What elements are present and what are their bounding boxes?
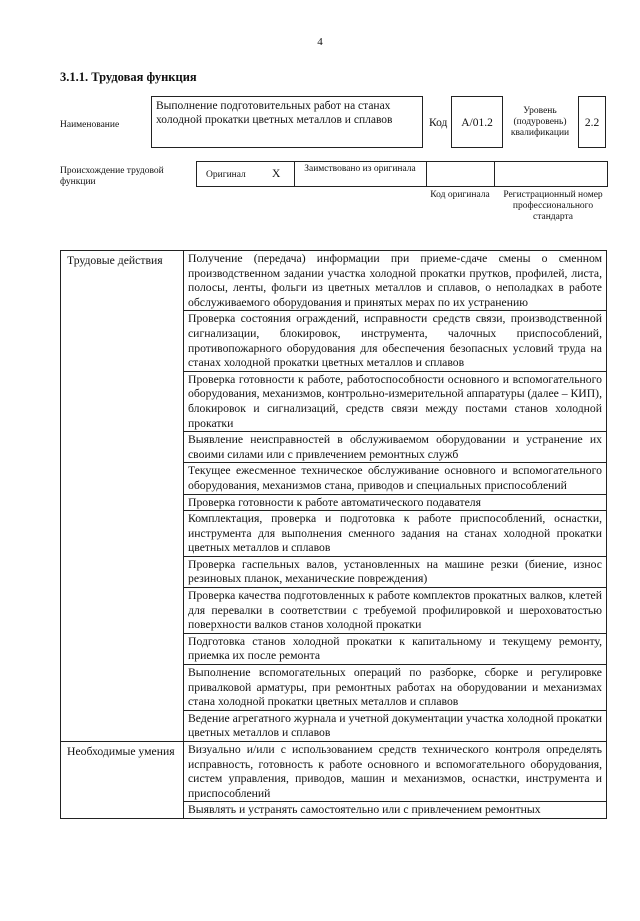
original-mark: X	[272, 168, 281, 180]
skills-label: Необходимые умения	[61, 742, 184, 819]
origin-label: Происхождение трудовой функции	[60, 166, 164, 187]
function-name-box	[151, 96, 423, 148]
code-original-label: Код оригинала	[430, 190, 490, 200]
labor-action-item: Выполнение вспомогательных операций по разборке, сборке и регулировке привалковой арматуры, при ремонтных работах на оборудовании и механизмах стана холодной прокатки цветных металлов и сплавов	[184, 665, 607, 711]
functions-table	[60, 250, 607, 819]
function-code: A/01.2	[461, 117, 493, 129]
labor-action-item: Проверка гаспельных валов, установленных на машине резки (биение, износ резиновых планок, механические повреждения)	[184, 556, 607, 587]
labor-action-item: Проверка состояния ограждений, исправности средств связи, производственной сигнализации, блокировок, инструмента, чалочных приспособлений, противопожарного оборудования для обеспечения безопасных условий труда на станах холодной прокатки цветных металлов и сплавов	[184, 311, 607, 371]
original-label: Оригинал	[206, 170, 246, 180]
name-label: Наименование	[60, 120, 120, 130]
labor-actions-label: Трудовые действия	[61, 251, 184, 742]
origin-divider	[494, 161, 495, 187]
labor-action-item: Получение (передача) информации при приеме-сдаче смены о сменном производственном задании участка холодной прокатки прутков, профилей, листа, полосы, ленты, фольги из цветных металлов и сплавов, о неполадках в работе обслуживаемого оборудования и принятых мерах по их устранению	[184, 251, 607, 311]
code-label: Код	[429, 117, 448, 129]
reg-number-label: Регистрационный номер профессионального стандарта	[503, 190, 603, 222]
level-label: Уровень (подуровень) квалификации	[510, 106, 570, 138]
page-number: 4	[317, 36, 323, 48]
labor-action-item: Ведение агрегатного журнала и учетной документации участка холодной прокатки цветных металлов и сплавов	[184, 710, 607, 741]
skill-item: Визуально и/или с использованием средств технического контроля определять исправность, готовность к работе основного и вспомогательного оборудования, систем управления, приводов, машин и механизмов, оснастки, инструмента и приспособлений	[184, 742, 607, 802]
labor-action-item: Проверка качества подготовленных к работе комплектов прокатных валков, клетей для перевалки в соответствии с требуемой профилировкой и шероховатостью поверхности валков станов холодной прокатки	[184, 588, 607, 634]
table-row	[61, 742, 607, 802]
level-box	[578, 96, 606, 148]
origin-divider	[294, 161, 295, 187]
labor-action-item: Подготовка станов холодной прокатки к капитальному и текущему ремонту, приемка их после ремонта	[184, 633, 607, 664]
borrowed-label: Заимствовано из оригинала	[304, 164, 416, 174]
labor-action-item: Выявление неисправностей в обслуживаемом оборудовании и устранение их своими силами или с привлечением ремонтных служб	[184, 432, 607, 463]
labor-action-item: Проверка готовности к работе автоматического подавателя	[184, 494, 607, 511]
labor-action-item: Проверка готовности к работе, работоспособности основного и вспомогательного оборудования, механизмов, контрольно-измерительной аппаратуры (далее – КИП), блокировок и сигнализаций, средств связи между постами станов холодной прокатки	[184, 371, 607, 431]
labor-action-item: Текущее ежесменное техническое обслуживание основного и вспомогательного оборудования, механизмов стана, приводов и специальных приспособлений	[184, 463, 607, 494]
function-name: Выполнение подготовительных работ на станах холодной прокатки цветных металлов и сплавов	[156, 100, 393, 126]
table-row	[61, 251, 607, 311]
labor-action-item: Комплектация, проверка и подготовка к работе приспособлений, оснастки, инструмента для выполнения сменного задания на станах холодной прокатки цветных металлов и сплавов	[184, 511, 607, 557]
skill-item: Выявлять и устранять самостоятельно или с привлечением ремонтных	[184, 802, 607, 819]
section-title: 3.1.1. Трудовая функция	[60, 70, 197, 84]
origin-divider	[426, 161, 427, 187]
code-box	[451, 96, 503, 148]
level-value: 2.2	[584, 117, 600, 129]
